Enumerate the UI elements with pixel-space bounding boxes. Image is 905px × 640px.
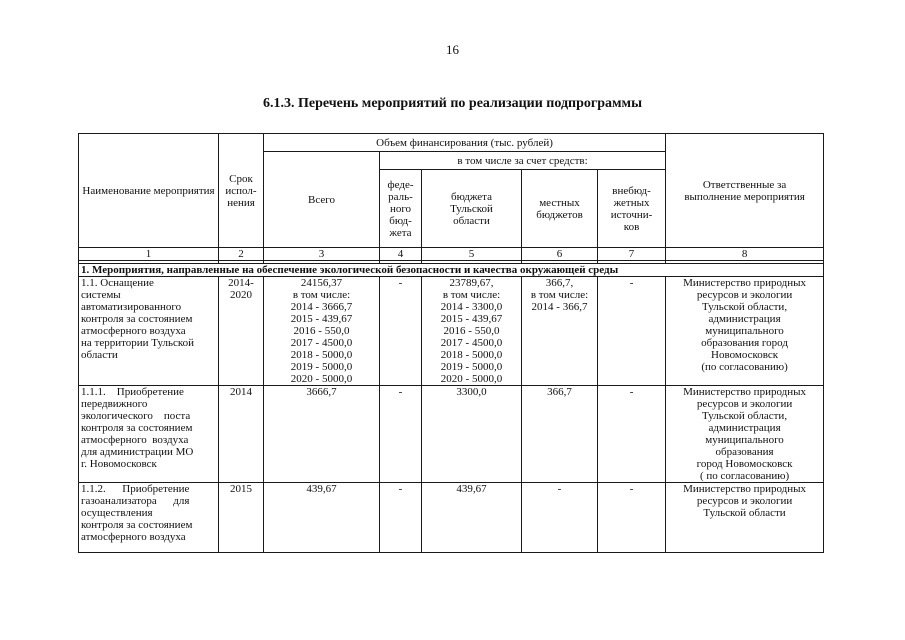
responsible-line: ( по согласованию)	[699, 470, 790, 482]
header-regional	[422, 170, 522, 248]
activity-name-line: контроля за состоянием	[81, 313, 193, 325]
regional-line: 2016 - 550,0	[443, 325, 500, 337]
regional-line: 3300,0	[456, 386, 487, 398]
column-number-row	[79, 248, 824, 261]
table-row	[79, 277, 824, 386]
local-amount	[522, 386, 598, 483]
activity-name-line: системы	[81, 289, 121, 301]
header-federal-line: феде-	[387, 178, 414, 191]
activity-term-line: 2014-	[228, 277, 254, 289]
activity-name	[79, 483, 219, 553]
total-line: 2019 - 5000,0	[290, 361, 353, 373]
header-including: в том числе за счет средств:	[380, 152, 666, 170]
total-amount	[264, 277, 380, 386]
header-term-line: нения	[227, 196, 255, 209]
header-term	[219, 134, 264, 248]
header-total: Всего	[264, 152, 380, 248]
header-funding: Объем финансирования (тыс. рублей)	[264, 134, 666, 152]
column-number: 6	[522, 248, 598, 261]
responsible-line: Тульской области,	[702, 301, 788, 313]
total-line: 2014 - 3666,7	[290, 301, 353, 313]
local-amount	[522, 277, 598, 386]
activity-name-line: области	[81, 349, 118, 361]
responsible	[666, 483, 824, 553]
federal-amount: -	[380, 483, 422, 553]
responsible-line: администрация	[708, 313, 781, 325]
regional-line: в том числе:	[442, 289, 501, 301]
header-federal-line: бюд-	[389, 214, 412, 227]
responsible-line: муниципального	[705, 325, 784, 337]
total-line: 2020 - 5000,0	[290, 373, 353, 385]
activity-name-line: 1.1. Оснащение	[81, 277, 154, 289]
federal-amount: -	[380, 277, 422, 386]
regional-amount	[422, 386, 522, 483]
header-local	[522, 170, 598, 248]
activity-name-line: газоанализатора для	[81, 495, 190, 507]
header-responsible-line: Ответственные за	[702, 178, 787, 191]
activity-term	[219, 483, 264, 553]
total-line: 2015 - 439,67	[290, 313, 353, 325]
regional-line: 2019 - 5000,0	[440, 361, 503, 373]
activity-term	[219, 386, 264, 483]
regional-line: 2020 - 5000,0	[440, 373, 503, 385]
header-extra-line: источни-	[610, 208, 653, 221]
total-amount	[264, 483, 380, 553]
activity-name-line: контроля за состоянием	[81, 422, 193, 434]
activity-name-line: передвижного	[81, 398, 148, 410]
activity-name-line: на территории Тульской	[81, 337, 195, 349]
activity-name	[79, 386, 219, 483]
column-number: 2	[219, 248, 264, 261]
extra-amount: -	[598, 277, 666, 386]
extra-amount: -	[598, 483, 666, 553]
header-local-line: бюджетов	[536, 208, 583, 221]
federal-amount: -	[380, 386, 422, 483]
regional-line: 2018 - 5000,0	[440, 349, 503, 361]
header-regional-line: бюджета	[450, 190, 492, 203]
responsible-line: (по согласованию)	[701, 361, 788, 373]
header-extra	[598, 170, 666, 248]
column-number: 8	[666, 248, 824, 261]
activity-name	[79, 277, 219, 386]
regional-line: 439,67	[456, 483, 487, 495]
activity-name-line: осуществления	[81, 507, 153, 519]
section-title: 6.1.3. Перечень мероприятий по реализации подпрограммы	[262, 96, 643, 111]
activity-name-line: экологического поста	[81, 410, 191, 422]
total-line: 2017 - 4500,0	[290, 337, 353, 349]
header-name: Наименование мероприятия	[79, 134, 219, 248]
extra-amount: -	[598, 386, 666, 483]
header-federal-line: жета	[389, 226, 412, 239]
responsible-line: Тульской области,	[702, 410, 788, 422]
responsible-line: Министерство природных	[683, 277, 807, 289]
column-number: 1	[79, 248, 219, 261]
activity-name-line: г. Новомосковск	[81, 458, 157, 470]
total-amount	[264, 386, 380, 483]
regional-amount	[422, 483, 522, 553]
header-extra-line: жетных	[613, 196, 650, 209]
total-line: 2016 - 550,0	[293, 325, 350, 337]
header-term-line: испол-	[225, 184, 257, 197]
page-number: 16	[446, 42, 459, 57]
total-line: 439,67	[306, 483, 337, 495]
regional-line: 2017 - 4500,0	[440, 337, 503, 349]
activity-name-line: атмосферного воздуха	[81, 325, 186, 337]
header-responsible-line: выполнение мероприятия	[684, 190, 805, 203]
activity-name-line: автоматизированного	[81, 301, 182, 313]
local-line: 2014 - 366,7	[531, 301, 588, 313]
responsible	[666, 386, 824, 483]
activities-table	[78, 133, 824, 553]
section-row	[79, 264, 824, 277]
local-amount	[522, 483, 598, 553]
table-row	[79, 386, 824, 483]
responsible-line: Тульской области	[703, 507, 786, 519]
responsible-line: Новомосковск	[711, 349, 779, 361]
responsible-line: город Новомосковск	[696, 458, 793, 470]
total-line: 2018 - 5000,0	[290, 349, 353, 361]
header-federal-line: ного	[389, 202, 412, 215]
responsible-line: ресурсов и экологии	[696, 289, 793, 301]
responsible-line: муниципального	[705, 434, 784, 446]
responsible-line: образования	[715, 446, 774, 458]
section-heading: 1. Мероприятия, направленные на обеспечение экологической безопасности и качества окружающей среды	[79, 264, 824, 277]
responsible-line: ресурсов и экологии	[696, 495, 793, 507]
header-extra-line: ков	[623, 220, 640, 233]
activity-term-line: 2020	[230, 289, 252, 301]
header-extra-line: внебюд-	[612, 184, 651, 197]
responsible-line: администрация	[708, 422, 781, 434]
header-term-line: Срок	[229, 172, 253, 185]
responsible-line: образования город	[701, 337, 788, 349]
header-regional-line: Тульской	[450, 202, 493, 215]
regional-line: 23789,67,	[449, 277, 494, 289]
total-line: 3666,7	[306, 386, 337, 398]
total-line: 24156,37	[300, 277, 343, 289]
column-number: 5	[422, 248, 522, 261]
activity-term-line: 2014	[230, 386, 252, 398]
local-line: в том числе:	[530, 289, 589, 301]
activity-name-line: контроля за состоянием	[81, 519, 193, 531]
responsible	[666, 277, 824, 386]
responsible-line: Министерство природных	[683, 386, 807, 398]
activity-term-line: 2015	[230, 483, 252, 495]
header-federal-line: раль-	[388, 190, 413, 203]
activity-name-line: для администрации МО	[81, 446, 194, 458]
header-regional-line: области	[453, 214, 490, 227]
local-line: -	[557, 483, 562, 495]
activity-term	[219, 277, 264, 386]
column-number: 4	[380, 248, 422, 261]
header-federal	[380, 170, 422, 248]
responsible-line: Министерство природных	[683, 483, 807, 495]
column-number: 7	[598, 248, 666, 261]
regional-line: 2015 - 439,67	[440, 313, 503, 325]
header-responsible	[666, 134, 824, 248]
local-line: 366,7,	[545, 277, 574, 289]
activity-name-line: атмосферного воздуха	[81, 531, 186, 543]
activity-name-line: атмосферного воздуха	[81, 434, 189, 446]
responsible-line: ресурсов и экологии	[696, 398, 793, 410]
regional-amount	[422, 277, 522, 386]
regional-line: 2014 - 3300,0	[440, 301, 503, 313]
activity-name-line: 1.1.1. Приобретение	[81, 386, 184, 398]
local-line: 366,7	[547, 386, 572, 398]
activity-name-line: 1.1.2. Приобретение	[81, 483, 190, 495]
column-number: 3	[264, 248, 380, 261]
total-line: в том числе:	[292, 289, 351, 301]
header-local-line: местных	[539, 196, 580, 209]
table-row	[79, 483, 824, 553]
